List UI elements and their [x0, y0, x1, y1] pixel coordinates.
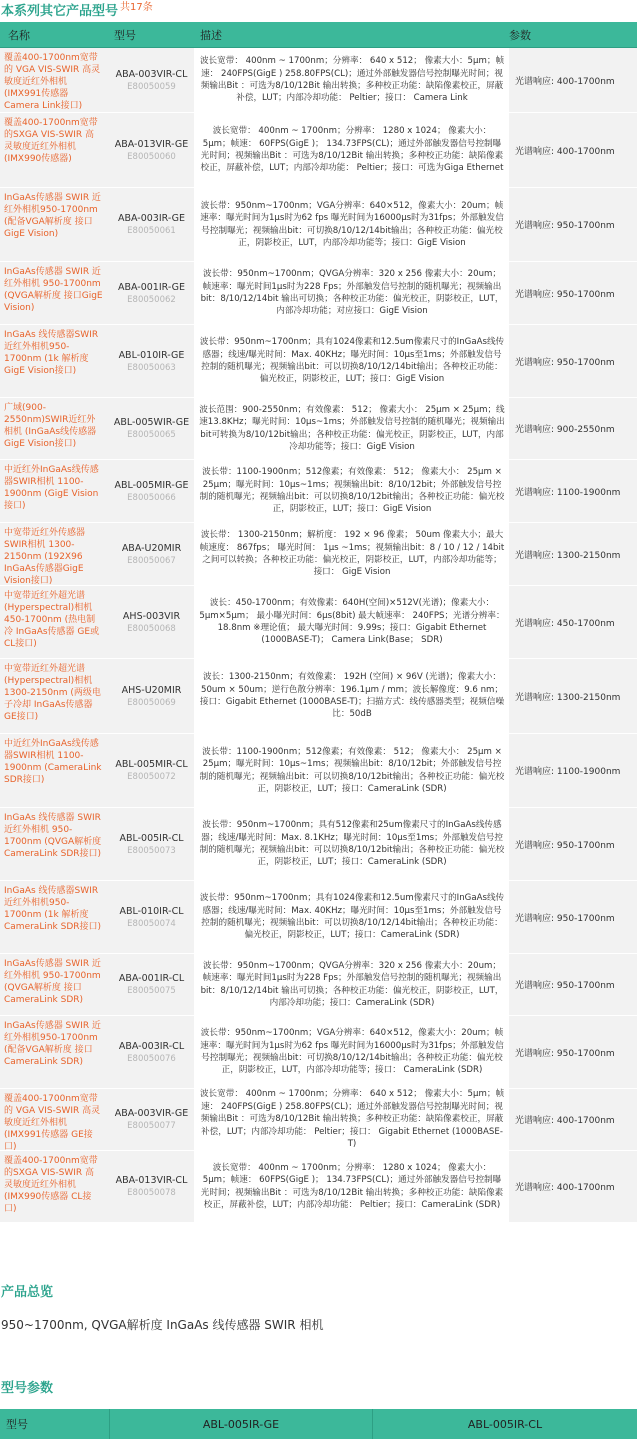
params-col-b: ABL-005IR-CL [467, 1417, 543, 1431]
description-text: 波长：1300-2150nm；有效像素： 192H (空间) × 96V (光谱)；像素大小：50um × 50um；逆行色散分辨率：196.1μm / mm；波长解像度：9.6 nm；接口：Gigabit Ethernet (1000BASE-T)；扫描方式：线传感器类型；视频信噪比：50dB [199, 672, 505, 720]
product-name-link[interactable]: InGaAs传感器 SWIR 近红外相机950-1700nm (配备VGA解析度 接口GigE Vision) [4, 193, 101, 239]
param-cell: 光谱响应: 1100-1900nm [515, 487, 621, 498]
model-cell [106, 349, 194, 374]
description-text: 波长范围：900-2550nm；有效像素： 512； 像素大小： 25μm × 25μm；线速13.8KHz；曝光时间：10μs~1ms；外部触发信号控制的随机曝光；视频输出bit可转换为8/10/12bit输出；各种校正功能：偏光校正，阴影校正，LUT，内部冷却功能等；接口：GigE Vision [199, 404, 505, 452]
param-cell: 光谱响应: 950-1700nm [515, 840, 615, 851]
table-row[interactable] [0, 523, 637, 586]
description-text: 波长带： 1300-2150nm；解析度： 192 × 96 像素； 50um 像素大小；最大帧速度： 867fps； 曝光时间： 1μs ~1ms；视频输出bit：8 / 10 / 12 / 14bit 之间可以转换；各种校正功能：偏光校正，阴影校正，LUT，内部冷却功能等；接口： GigE Vision [199, 530, 505, 578]
param-cell: 光谱响应: 900-2550nm [515, 425, 615, 435]
description-text: 波长带：950nm~1700nm；QVGA分辨率：320 x 256 像素大小：20um；帧速率：曝光时间1μs时为228 Fps；外部触发信号控制的随机曝光；视频输出bit：8/10/12/14bit 输出可切换；各种校正功能：偏光校正，阴影校正，LUT，内部冷却功能；接口：CameraLink (SDR) [200, 960, 504, 1008]
param-cell: 光谱响应: 450-1700nm [515, 618, 615, 629]
table-row[interactable] [0, 398, 637, 460]
overview-title: 产品总览 [1, 1285, 54, 1300]
param-cell: 光谱响应: 400-1700nm [515, 76, 615, 87]
model-cell [106, 542, 194, 567]
table-row[interactable] [0, 48, 637, 113]
description-cell [194, 1089, 509, 1150]
product-code: E80050076 [127, 1053, 176, 1064]
product-name-link[interactable]: 覆盖400-1700nm宽带的 VGA VIS-SWIR 高灵敏度近红外相机 (IMX991传感器 Camera Link接口) [4, 53, 101, 111]
description-cell [194, 398, 509, 459]
table-row[interactable] [0, 113, 637, 188]
description-cell [194, 113, 509, 187]
product-name-link[interactable]: InGaAs传感器 SWIR 近红外相机950-1700nm (配备VGA解析度 接口CameraLink SDR) [4, 1021, 101, 1067]
model-cell [106, 684, 194, 709]
model-cell [106, 610, 194, 635]
header-name: 名称 [8, 28, 30, 42]
description-cell [194, 188, 509, 261]
model-number[interactable]: ABA-003VIR-GE [114, 1108, 189, 1119]
description-cell [194, 262, 509, 324]
description-text: 波长宽带： 400nm ~ 1700nm；分辨率： 640 x 512； 像素大小：5μm；帧速： 240FPS(GigE ) 258.80FPS(CL)；通过外部触发器信号控制曝光时间；视频输出Bit ：可选为8/10/12Bit 输出转换；多种校正功能：缺陷像素校正，屏蔽补偿，LUT；内部冷却功能： Peltier；接口： Gigabit Ethernet (1000BASE-T) [199, 1089, 505, 1150]
product-code: E80050074 [127, 918, 176, 929]
section-title: 本系列其它产品型号 [1, 4, 119, 19]
table-row[interactable] [0, 325, 637, 398]
model-cell [106, 281, 194, 306]
param-cell: 光谱响应: 400-1700nm [515, 1116, 615, 1126]
table-row[interactable] [0, 1089, 637, 1151]
description-text: 波长带：950nm~1700nm；具有1024像素和12.5um像素尺寸的InGaAs线传感器；线速/曝光时间：Max. 40KHz；曝光时间：10μs至1ms；外部触发信号控制的随机曝光；视频输出bit：可以切换8/10/12/14bit输出；各种校正功能：偏光校正，阴影校正，LUT；接口：GigE Vision [199, 337, 505, 385]
table-row[interactable] [0, 1016, 637, 1089]
table-row[interactable] [0, 586, 637, 659]
description-cell [194, 523, 509, 585]
description-text: 波长带：1100-1900nm；512像素；有效像素： 512； 像素大小： 25μm × 25μm；曝光时间：10μs~1ms；视频输出bit：8/10/12bit；外部触发信号控制的随机曝光；视频输出bit：可以切换8/10/12bit输出；各种校正功能：偏光校正，阴影校正，LUT；接口：GigE Vision [199, 467, 505, 515]
model-number[interactable]: ABL-005MIR-CL [115, 759, 188, 770]
product-code: E80050059 [127, 81, 176, 92]
model-cell [106, 479, 194, 504]
product-code: E80050072 [127, 772, 176, 782]
description-cell [194, 734, 509, 807]
product-name-link[interactable]: InGaAs 线传感器SWIR 近红外相机950-1700nm (1k 解析度 CameraLink SDR接口) [4, 886, 102, 932]
description-text: 波长带：950nm~1700nm；具有1024像素和12.5um像素尺寸的InGaAs线传感器；线速/曝光时间：Max. 40KHz；曝光时间：10μs至1ms；外部触发信号控制的随机曝光；视频输出bit：可以切换8/10/12/14bit输出；各种校正功能：偏光校正，阴影校正，LUT；接口：CameraLink (SDR) [199, 893, 505, 941]
product-code: E80050065 [127, 430, 176, 440]
description-cell [194, 460, 509, 522]
model-cell [106, 1174, 194, 1199]
product-name-link[interactable]: 中宽带近红外传感器SWIR相机 1300-2150nm (192X96 InGaAs传感器GigE Vision接口) [4, 528, 86, 586]
product-name-link[interactable]: 中近红外InGaAs线传感器SWIR相机 1100-1900nm (CameraLink SDR接口) [4, 739, 102, 785]
model-number[interactable]: ABA-001IR-CL [118, 973, 185, 984]
model-number[interactable]: ABA-013VIR-CL [115, 1175, 188, 1186]
table-row[interactable] [0, 659, 637, 734]
param-cell: 光谱响应: 950-1700nm [515, 221, 615, 231]
table-row[interactable] [0, 954, 637, 1016]
product-code: E80050063 [127, 362, 176, 373]
product-code: E80050067 [127, 555, 176, 566]
description-text: 波长：450-1700nm；有效像素：640H(空间)×512V(光谱)；像素大小：5μm×5μm； 最小曝光时间：6μs(8bit) 最大帧速率： 240FPS；光谱分辨率：18.8nm ※理论值； 最大曝光时间：9.99s；接口：Gigabit Ethernet (1000BASE-T)； Camera Link(Base； SDR) [199, 598, 505, 646]
model-number[interactable]: ABA-013VIR-GE [114, 138, 189, 150]
model-number[interactable]: ABL-010IR-CL [119, 905, 184, 917]
product-name-link[interactable]: InGaAs传感器 SWIR 近红外相机 950-1700nm (QVGA解析度 接口CameraLink SDR) [4, 959, 101, 1005]
description-text: 波长宽带： 400nm ~ 1700nm；分辨率： 640 x 512； 像素大小：5μm；帧速： 240FPS(GigE ) 258.80FPS(CL)；通过外部触发器信号控制曝光时间；视频输出Bit ：可选为8/10/12Bit 输出转换；多种校正功能：缺陷像素校正，屏蔽补偿，LUT；内部冷却功能： Peltier；接口： Camera Link [199, 56, 505, 104]
model-cell [106, 972, 194, 997]
description-cell [194, 954, 509, 1015]
model-cell [106, 138, 194, 163]
description-text: 波长带：950nm~1700nm；QVGA分辨率：320 x 256 像素大小：20um；帧速率：曝光时间1μs时为228 Fps；外部触发信号控制的随机曝光；视频输出bit：8/10/12/14bit 输出可切换；各种校正功能：偏光校正，阴影校正，LUT，内部冷却功能；对应接口：GigE Vision [200, 269, 504, 317]
description-text: 波长带：950nm~1700nm；VGA分辨率：640×512，像素大小：20um；帧速率：曝光时间为1μs时为62 fps 曝光时间为16000μs时为31fps；外部触发信号控制曝光；视频输出bit：可切换8/10/12/14bit输出；各种校正功能：偏光校正，阴影校正，LUT，内部冷却功能等；接口： CameraLink (SDR) [200, 1028, 504, 1076]
params-title: 型号参数 [1, 1381, 54, 1396]
params-col-label: 型号 [0, 1409, 110, 1439]
product-name-link[interactable]: 覆盖400-1700nm宽带的SXGA VIS-SWIR 高灵敏度近红外相机 (IMX990传感器 CL接口) [4, 1156, 98, 1214]
param-cell: 光谱响应: 950-1700nm [515, 913, 615, 924]
description-cell [194, 48, 509, 112]
product-table [0, 22, 637, 1223]
description-cell [194, 586, 509, 658]
product-name-link[interactable]: 覆盖400-1700nm宽带的SXGA VIS-SWIR 高灵敏度近红外相机 (IMX990传感器) [4, 118, 98, 164]
overview-section [0, 1284, 637, 1333]
description-text: 波长带：950nm~1700nm；VGA分辨率：640×512，像素大小：20um；帧速率：曝光时间为1μs时为62 fps 曝光时间为16000μs时为31fps；外部触发信号控制曝光；视频输出bit：可切换8/10/12/14bit输出；各种校正功能：偏光校正，阴影校正，LUT，内部冷却功能等；接口：GigE Vision [200, 200, 504, 248]
model-cell [106, 1040, 194, 1065]
model-number[interactable]: ABA-003IR-GE [117, 213, 186, 224]
description-cell [194, 881, 509, 953]
description-text: 波长带：1100-1900nm；512像素；有效像素： 512； 像素大小： 25μm × 25μm；曝光时间：10μs~1ms；视频输出bit：8/10/12bit；外部触发信号控制的随机曝光；视频输出bit：可以切换8/10/12bit输出；各种校正功能：偏光校正，阴影校正，LUT；接口：CameraLink (SDR) [199, 746, 505, 794]
product-name-link[interactable]: InGaAs 线传感器 SWIR 近红外相机 950-1700nm (QVGA解析度 CameraLink SDR接口) [4, 813, 102, 859]
param-cell: 光谱响应: 400-1700nm [515, 1183, 615, 1193]
table-row[interactable] [0, 881, 637, 954]
product-code: E80050075 [127, 986, 176, 996]
product-name-link[interactable]: InGaAs 线传感器SWIR 近红外相机950-1700nm (1k 解析度 GigE Vision接口) [4, 330, 99, 376]
section-header [0, 0, 637, 22]
model-number[interactable]: ABA-001IR-GE [117, 281, 186, 293]
model-cell [106, 758, 194, 783]
table-row[interactable] [0, 734, 637, 808]
model-number[interactable]: ABL-005WIR-GE [113, 417, 190, 428]
param-cell: 光谱响应: 400-1700nm [515, 146, 615, 157]
table-row[interactable] [0, 188, 637, 262]
param-cell: 光谱响应: 1100-1900nm [515, 767, 621, 777]
product-name-link[interactable]: 中宽带近红外超光谱(Hyperspectral)相机 1300-2150nm (两级电子冷却 InGaAs传感器 GE接口) [4, 664, 101, 722]
description-text: 波长宽带： 400nm ~ 1700nm；分辨率： 1280 x 1024； 像素大小： 5μm；帧速： 60FPS(GigE )； 134.73FPS(CL)；通过外部触发器信号控制曝光时间；视频输出Bit ：可选为8/10/12Bit 输出转换；多种校正功能：缺陷像素校正，屏蔽补偿，LUT；内部冷却功能： Peltier；接口：CameraLink (SDR) [200, 1162, 504, 1210]
description-cell [194, 325, 509, 397]
param-cell: 光谱响应: 950-1700nm [515, 357, 615, 368]
description-cell [194, 1151, 509, 1222]
description-cell [194, 808, 509, 880]
table-row[interactable] [0, 262, 637, 325]
product-code: E80050073 [127, 845, 176, 856]
model-cell [106, 832, 194, 857]
model-number[interactable]: ABL-005IR-CL [119, 832, 184, 844]
header-model: 型号 [114, 28, 136, 42]
product-name-link[interactable]: 覆盖400-1700nm宽带的 VGA VIS-SWIR 高灵敏度近红外相机 (IMX991传感器 GE接口) [4, 1094, 101, 1152]
model-cell [106, 212, 194, 237]
product-code: E80050078 [127, 1188, 176, 1198]
model-number[interactable]: ABL-005MIR-GE [114, 479, 189, 491]
model-cell [106, 68, 194, 93]
product-code: E80050068 [127, 623, 176, 634]
product-name-link[interactable]: 中宽带近红外超光谱(Hyperspectral)相机 450-1700nm (热电制冷 InGaAs传感器 GE或CL接口) [4, 591, 100, 649]
table-row[interactable] [0, 1151, 637, 1223]
product-name-link[interactable]: 广域(900-2550nm)SWIR近红外相机 (InGaAs线传感器 GigE Vision接口) [4, 403, 97, 449]
param-cell: 光谱响应: 1300-2150nm [515, 692, 621, 703]
param-cell: 光谱响应: 950-1700nm [515, 1048, 615, 1059]
model-number[interactable]: AHS-003VIR [122, 610, 181, 622]
param-cell: 光谱响应: 1300-2150nm [515, 550, 621, 561]
description-cell [194, 659, 509, 733]
model-number[interactable]: ABA-U20MIR [121, 542, 182, 554]
product-code: E80050066 [127, 492, 176, 503]
model-cell [106, 905, 194, 930]
params-section [0, 1380, 637, 1439]
description-text: 波长宽带： 400nm ~ 1700nm；分辨率： 1280 x 1024； 像素大小： 5μm；帧速： 60FPS(GigE )； 134.73FPS(CL)；通过外部触发器信号控制曝光时间；视频输出Bit ：可选为8/10/12Bit 输出转换；多种校正功能：缺陷像素校正，屏蔽补偿，LUT；内部冷却功能： Peltier；接口：可选为Giga Ethernet [200, 126, 504, 174]
model-number[interactable]: AHS-U20MIR [121, 684, 182, 696]
overview-text: 950~1700nm, QVGA解析度 InGaAs 线传感器 SWIR 相机 [1, 1318, 324, 1332]
table-body [0, 48, 637, 1223]
description-cell [194, 1016, 509, 1088]
product-name-link[interactable]: 中近红外InGaAs线传感器SWIR相机 1100-1900nm (GigE Vision接口) [4, 465, 99, 511]
table-row[interactable] [0, 460, 637, 523]
param-cell: 光谱响应: 950-1700nm [515, 981, 615, 991]
model-cell [106, 416, 194, 441]
description-text: 波长带：950nm~1700nm；具有512像素和25um像素尺寸的InGaAs线传感器；线速/曝光时间：Max. 8.1KHz；曝光时间：10μs至1ms；外部触发信号控制的随机曝光；视频输出bit：可以切换8/10/12bit输出；各种校正功能：偏光校正，阴影校正，LUT；接口：CameraLink (SDR) [199, 820, 505, 868]
result-count: 共17条 [120, 2, 153, 13]
product-code: E80050060 [127, 151, 176, 162]
model-number[interactable]: ABL-010IR-GE [118, 349, 185, 361]
header-desc: 描述 [200, 28, 222, 42]
model-number[interactable]: ABA-003VIR-CL [115, 68, 188, 80]
table-header [0, 22, 637, 48]
product-code: E80050069 [127, 697, 176, 708]
product-code: E80050062 [127, 294, 176, 305]
params-table-header [0, 1409, 637, 1439]
product-name-link[interactable]: InGaAs传感器 SWIR 近红外相机 950-1700nm (QVGA解析度 接口GigE Vision) [4, 267, 103, 313]
model-number[interactable]: ABA-003IR-CL [118, 1040, 185, 1052]
header-params: 参数 [509, 28, 531, 42]
product-code: E80050061 [127, 226, 176, 236]
model-cell [106, 1107, 194, 1132]
param-cell: 光谱响应: 950-1700nm [515, 289, 615, 300]
product-code: E80050077 [127, 1121, 176, 1131]
params-col-a: ABL-005IR-GE [110, 1409, 373, 1439]
table-row[interactable] [0, 808, 637, 881]
